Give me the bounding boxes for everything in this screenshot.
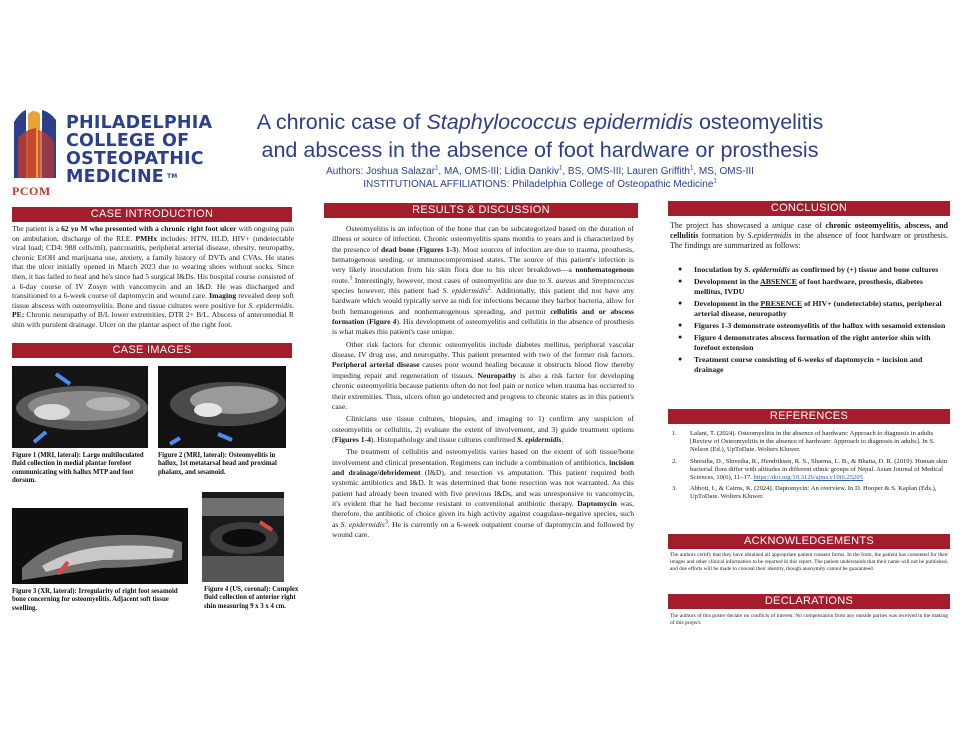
r-p1f: nonhematogenous xyxy=(575,265,634,275)
r-sup3: 3 xyxy=(384,519,388,526)
r-p2a: Other risk factors for chronic osteomyelitis include diabetes mellitus, peripheral vascular disease, IV drug use, and neuropathy. This patient presented with two of the former risk factors. xyxy=(332,339,634,360)
ref-2-text: Shrestha, D., Shrestha, R., Hendriksen, R. S., Sharma, L. B., & Bhatta, D. R. (2019). Human skin bacterial flora differ with altitudes in different ethnic groups of Nepal. Asian Journal of Medical Sciences, 10(6), 11–17. xyxy=(690,457,948,482)
figure-4-caption: Figure 4 (US, coronal): Complex fluid collection of anterior right shin measuring 9 x 3 x 4 cm. xyxy=(204,586,299,610)
pcom-emblem-icon xyxy=(10,108,64,182)
r-p1c: ( xyxy=(414,244,420,254)
logo-wordmark xyxy=(66,114,212,186)
r-p1h: Interestingly, however, most cases of osteomyelitis are due to xyxy=(352,275,548,285)
ref-1-number: 1. xyxy=(672,430,677,437)
affiliation-sup: 1 xyxy=(713,178,717,185)
declarations-text: The authors of this poster declare no conflicts of interest. No compensation from any outside parties was received in the making of this project. xyxy=(670,613,948,626)
r-p2e: is also a risk factor for developing chronic osteomyelitis because patients often do not feel pain or notice when trauma has occurred to their extremities. Thus, ulcers often go undetected and progress to chronic states as in this patient's case. xyxy=(332,370,634,411)
r-p1o: cellulitis and or abscess formation xyxy=(332,306,634,327)
r-p1n: . Additionally, this patient did not have any hardware which would typically serve as nidi for infections because they harbor bacteria, allow for both hematogenous and nonhematogenous spreading, and permit xyxy=(332,286,635,316)
r-p1q: Figure 4 xyxy=(369,317,397,327)
references-heading: REFERENCES xyxy=(668,409,950,424)
case-intro-b4: PE: xyxy=(12,310,25,320)
finding-3c: of HIV+ (undetectable) status, peripheral arterial disease, neuropathy xyxy=(694,299,942,318)
conclusion-findings-list xyxy=(672,265,947,377)
finding-1b: S. epidermidis xyxy=(744,265,790,274)
reference-item xyxy=(668,485,948,501)
affiliation: INSTITUTIONAL AFFILIATIONS: Philadelphia College of Osteopathic Medicine xyxy=(363,178,714,190)
logo-line-1: PHILADELPHIA xyxy=(66,113,213,133)
results-paragraph-1 xyxy=(332,224,634,338)
author-1-credentials: , MA, OMS-III; xyxy=(438,166,505,177)
finding-2c: of foot hardware, prosthesis, diabetes mellitus, IVDU xyxy=(694,277,923,296)
r-p1l: species however, this patient had xyxy=(332,286,443,296)
figure-1-caption: Figure 1 (MRI, lateral): Large multiloculated fluid collection in medial plantar forefoot communicating with hallux MTP and foot dorsum. xyxy=(12,452,144,485)
r-p1r: ). His development of osteomyelitis and cellulitis in the absence of prosthesis is what makes this patient's case unique. xyxy=(332,317,634,337)
finding-item xyxy=(672,265,947,274)
reference-item xyxy=(668,430,948,455)
poster xyxy=(0,100,960,640)
poster-title xyxy=(230,108,850,164)
finding-item: ● Figures 1-3 demonstrate osteomyelitis of the hallux with sesamoid extension xyxy=(672,321,947,330)
r-p1p: ( xyxy=(364,317,370,327)
r-p3a: Clinicians use tissue cultures, biopsies, and imaging to 1) confirm any suspicion of osteomyelitis or cellulitis, 2) evaluate the extent of involvement, and 3) guide treatment options ( xyxy=(332,414,634,444)
acknowledgements-heading: ACKNOWLEDGEMENTS xyxy=(668,534,950,549)
r-p4f: S. epidermidis xyxy=(340,519,385,529)
figure-3-xray-image xyxy=(12,508,188,584)
title-part-1: A chronic case of xyxy=(256,110,427,134)
case-intro-heading: CASE INTRODUCTION xyxy=(12,207,292,222)
conclusion-heading: CONCLUSION xyxy=(668,201,950,216)
finding-3a: Development in the xyxy=(694,299,761,309)
r-p2c: causes poor wound healing because it obstructs blood flow thereby impeding repair and regeneration of tissues. xyxy=(332,360,634,380)
pcom-logo xyxy=(8,106,213,198)
results-paragraph-4 xyxy=(332,447,634,540)
figure-1-mri-image xyxy=(12,366,148,448)
finding-item: ● Treatment course consisting of 6-weeks of daptomycin + incision and drainage xyxy=(672,355,947,374)
r-p4a: The treatment of cellulitis and osteomyelitis varies based on the extent of soft tissue/bone involvement and clinical presentation. Regimens can include a combination of antibiotics, xyxy=(332,447,634,467)
declarations-heading: DECLARATIONS xyxy=(668,594,950,609)
case-intro-b3: Imaging xyxy=(209,291,237,301)
references-list xyxy=(668,430,948,505)
r-p4d: Daptomycin xyxy=(577,498,617,508)
author-3: Lauren Griffith xyxy=(626,166,690,177)
r-p1b: dead bone xyxy=(380,244,415,254)
authors xyxy=(230,166,850,191)
r-p3e: . xyxy=(561,434,564,444)
c-i2: S.epidermidis xyxy=(747,231,792,240)
r-p1i: S. aureus xyxy=(547,275,576,285)
case-intro-t6: Chronic neuropathy of B/L lower extremities, DTR 2+ B/L. Abscess of anteromedial R shin with purulent drainage. Ulcer on the plantar aspect of the right foot. xyxy=(12,310,294,329)
case-images-heading: CASE IMAGES xyxy=(12,343,292,358)
author-2-credentials: , BS, OMS-III; xyxy=(562,166,627,177)
r-p4c: (I&D), and resection vs amputation. This patient required both systemic antibiotics and I&D. It was determined that bone resection was not warranted. As this patient had already been treated with five previous I&Ds, and was unresponsive to vancomycin, it's evident that he had become resistant to conventional antibiotic therapy. xyxy=(332,467,634,508)
case-intro-t1: The patient is a xyxy=(12,224,62,233)
ref-3-text: Abbott, I., & Cairns, K. (2024). Daptomycin: An overview. In D. Hooper & S. Kaplan (Eds.), UpToDate. Wolters Kluwer. xyxy=(690,485,937,501)
r-p4e: was, therefore, the antibiotic of choice given its high activity against coagulase-negative species, such as xyxy=(332,498,634,529)
r-sup2: 2 xyxy=(487,285,491,292)
finding-item xyxy=(672,277,947,296)
figure-3-caption: Figure 3 (XR, lateral): Irregularity of right foot sesamoid bone concerning for osteomyelitis. Adjacent soft tissue swelling. xyxy=(12,588,178,612)
r-sup1: 1 xyxy=(349,275,353,282)
case-intro-i1: S. epidermidis xyxy=(248,300,293,310)
finding-1c: as confirmed by (+) tissue and bone cultures xyxy=(789,265,939,274)
results-heading: RESULTS & DISCUSSION xyxy=(324,203,638,218)
c-t4: in the absence of foot hardware or prosthesis. The findings are summarized as follows: xyxy=(670,231,948,250)
figure-2-mri-image xyxy=(158,366,286,448)
r-p1a: Osteomyelitis is an infection of the bone that can be subcategorized based on the duration of illness or source of infection. Chronic osteomyelitis spans months to years and is characterized by the presence of xyxy=(332,224,634,254)
finding-2b: ABSENCE xyxy=(760,277,797,287)
finding-item xyxy=(672,299,947,318)
logo-line-2: COLLEGE OF xyxy=(66,131,190,151)
ref-2-number: 2. xyxy=(672,457,677,465)
r-p3b: Figures 1-4 xyxy=(334,434,371,444)
author-3-credentials: , MS, OMS-III xyxy=(693,166,754,177)
acknowledgements-text: The authors certify that they have obtained all appropriate patient consent forms. In the form, the patient has consented for their images and other clinical information to be reported in this report. The patient understands that their name will not be published, and due efforts will be made to conceal their identity, though anonymity cannot be guaranteed. xyxy=(670,552,948,572)
title-line-2: and abscess in the absence of foot hardware or prosthesis xyxy=(261,138,819,162)
results-text xyxy=(332,224,634,542)
finding-2a: Development in the xyxy=(694,277,761,287)
r-p4g: . He is currently on a 6-week outpatient course of daptomycin and followed by wound care. xyxy=(332,519,634,539)
results-paragraph-2 xyxy=(332,340,634,412)
r-p1k: Streptococcus xyxy=(591,275,635,285)
results-paragraph-3 xyxy=(332,414,634,445)
ref-3-number: 3. xyxy=(672,485,677,493)
author-2: Lidia Dankiv xyxy=(504,166,560,177)
case-intro-b1: 62 yo M who presented with a chronic right foot ulcer xyxy=(61,224,237,233)
finding-1a: Inoculation by xyxy=(694,265,745,274)
c-b1: chronic osteomyelitis, abscess, and cellulitis xyxy=(670,221,948,240)
ref-1-text: Lalani, T. (2024). Osteomyelitis in the absence of hardware: Approach to diagnosis in adults [Review of Osteomyelitis in the absence of hardware: Approach to diagnosis in adults]. In S. Nelson (Ed.), UpToDate. Wolters Kluwer. xyxy=(690,430,935,454)
figure-2-caption: Figure 2 (MRI, lateral): Osteomyelitis in hallux, 1st metatarsal head and proximal phalanx, and sesamoid. xyxy=(158,452,277,476)
case-intro-t3: includes: HTN, HLD, HIV+ (undetectable viral load; CD4: 988 cells/ml), pancreatitis, peripheral arterial disease, obesity, neuropathy, chronic EtOH and marijuana use, anxiety, a family history of DVTs and CVAs. He states that the ulcer initially opened in March 2023 due to wearing shoes without socks. Since then, it has failed to heal and he's since had 5 surgical I&Ds. His hospital course consisted of a 6-day course of IV Zosyn with vancomycin and an I&D. He was discharged and transitioned to a 6-week course of daptomycin and wound care. xyxy=(12,233,294,301)
reference-doi-link[interactable]: https://doi.org/10.3126/ajms.v10i6.25205 xyxy=(753,474,863,482)
r-p1e: ). Most sources of infection are due to trauma, prosthesis, hematogenous seeding, or immunocompromised states. The source of this patient's infection is very likely inoculation from his skin flora due to his ulcer breakdown—a xyxy=(332,244,634,275)
logo-line-4: MEDICINE xyxy=(66,167,164,187)
r-p2d: Neuropathy xyxy=(477,370,517,380)
finding-item: ● Figure 4 demonstrates abscess formation of the right anterior shin with forefoot extension xyxy=(672,333,947,352)
case-intro-t5: . xyxy=(292,300,294,310)
case-intro-t2: with ongoing pain on ambulation, discharge of the RLE. xyxy=(12,224,294,243)
r-p4b: incision and drainage/debridement xyxy=(332,457,634,477)
c-t1: The project has showcased a xyxy=(670,221,773,230)
author-1: Joshua Salazar xyxy=(366,166,436,177)
reference-item xyxy=(668,458,948,483)
case-intro-text xyxy=(12,224,294,330)
c-t2: case of xyxy=(793,221,826,230)
logo-line-3: OSTEOPATHIC xyxy=(66,149,204,169)
title-organism: Staphylococcus epidermidis xyxy=(426,110,693,134)
case-intro-b2: PMHx xyxy=(135,233,158,243)
c-i1: unique xyxy=(772,221,794,230)
r-p3c: ). Histopathology and tissue cultures confirmed xyxy=(370,434,518,444)
author-3-sup: 1 xyxy=(690,165,694,172)
authors-label: Authors: xyxy=(326,166,367,177)
author-2-sup: 1 xyxy=(559,165,563,172)
title-part-2: osteomyelitis xyxy=(692,110,824,134)
r-p1g: route. xyxy=(332,275,350,285)
finding-3b: PRESENCE xyxy=(760,299,803,309)
r-p1m: S. epidermidis xyxy=(442,286,488,296)
r-p3d: S. epidermidis xyxy=(517,434,562,444)
r-p2b: Peripheral arterial disease xyxy=(332,360,420,370)
r-p1d: Figures 1-3 xyxy=(419,244,457,254)
author-1-sup: 1 xyxy=(435,165,439,172)
c-t3: formation by xyxy=(698,231,748,240)
logo-pcom: PCOM xyxy=(12,184,51,198)
r-p1j: and xyxy=(575,275,592,285)
conclusion-intro xyxy=(670,221,948,251)
case-intro-t4: revealed deep soft tissue abscess with osteomyelitis. Bone and tissue cultures were positive for xyxy=(12,291,294,310)
logo-trademark: TM xyxy=(166,173,178,180)
figure-4-ultrasound-image xyxy=(202,492,284,582)
